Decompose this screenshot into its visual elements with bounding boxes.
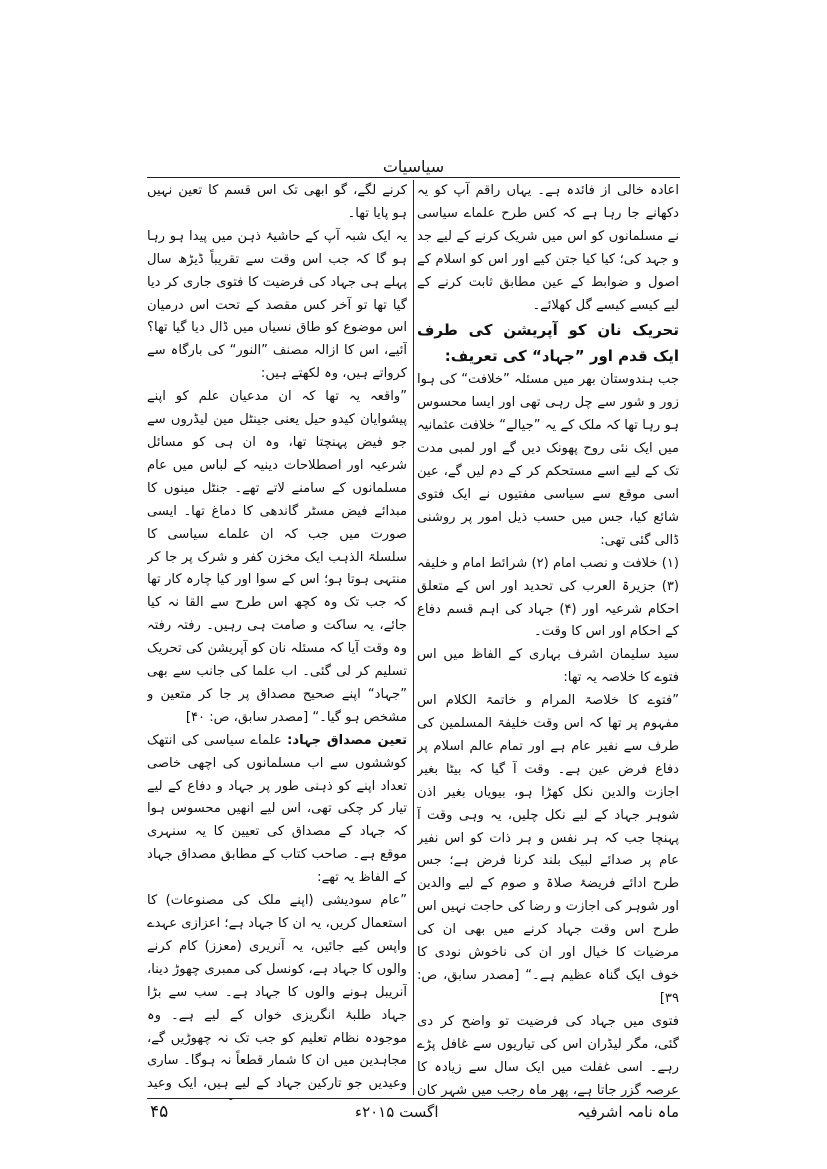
right-column — [417, 180, 679, 1100]
column-divider — [413, 180, 414, 1095]
paragraph: یہ ایک شبہ آپ کے حاشیۂ ذہن میں پیدا ہو رہا ہو گا کہ جب اس وقت سے تقریباً ڈیڑھ سال پہلے ہی جہاد کی فرضیت کا فتوی جاری کر دیا گیا تھا تو آخر کس مقصد کے تحت اس درمیان اس موضوع کو طاق نسیاں میں ڈال دیا گیا تھا؟ آئیے، اس کا ازالہ مصنف ”النور“ کی بارگاہ سے کرواتے ہیں، وہ لکھتے ہیں: — [147, 228, 407, 382]
paragraph: اعادہ خالی از فائدہ ہے۔ یہاں راقم آپ کو یہ دکھانے جا رہا ہے کہ کس طرح علماے سیاسی نے مسلمانوں کو اس میں شریک کرنے کے لیے جد و جہد کی؛ کیا کیا جتن کیے اور اس کو اسلام کے اصول و ضوابط کے عین مطابق ثابت کرنے کے لیے کیسے کیسے گل کھلائے۔ — [417, 183, 679, 313]
quote-paragraph: ”واقعہ یہ تھا کہ ان مدعیان علم کو اپنے پیشوایان کیدو حیل یعنی جینٹل مین لیڈروں سے جو فیض پہنچتا تھا، وہ ان ہی کو مسائل شرعیہ اور اصطلاحات دینیہ کے لباس میں عام مسلمانوں کے سامنے لاتے تھے۔ جنٹل مینوں کا مبدائے فیض مسٹر گاندھی کا دماغ تھا۔ ایسی صورت میں جب کہ ان علماے سیاسی کا سلسلۃ الذہب ایک مخزن کفر و شرک پر جا کر منتہی ہوتا ہو؛ اس کے سوا اور کیا چارہ کار تھا کہ جب تک وہ کچھ اس طرح سے القا نہ کیا جائے، یہ ساکت و صامت ہی رہیں۔ رفتہ رفتہ وہ وقت آیا کہ مسئلہ نان کو آپریشن کی تحریک تسلیم کر لی گئی۔ اب علما کی جانب سے بھی ”جہاد“ اپنے صحیح مصداق پر جا کر متعین و مشخص ہو گیا۔“ [مصدر سابق، ص: ۴۰] — [147, 389, 407, 725]
page-number: ۴۵ — [150, 1102, 169, 1122]
footer-issue-date: اگست ۲۰۱۵ء — [355, 1103, 439, 1121]
section-heading: تحریک نان کو آپریشن کی طرف ایک قدم اور ”جہاد“ کی تعریف: — [417, 321, 679, 366]
paragraph: (۱) خلافت و نصب امام (۲) شرائط امام و خلیفہ (۳) جزیرۃ العرب کی تحدید اور اس کے متعلق احکام شرعیہ اور (۴) جہاد کی اہم قسم دفاع کے احکام اور اس کا وقت۔ — [417, 555, 679, 640]
inline-heading: تعین مصداق جہاد: — [287, 732, 407, 748]
paragraph: جب ہندوستان بھر میں مسئلہ ”خلافت“ کی ہوا زور و شور سے چل رہی تھی اور ایسا محسوس ہو رہا تھا کہ ملک کے یہ ”جیالے“ خلافت عثمانیہ میں ایک نئی روح پھونک دیں گے اور لمبی مدت تک کے لیے اسے مستحکم کر کے دم لیں گے، عین اسی موقع سے سیاسی مفتیوں نے ایک فتوی شائع کیا، جس میں حسب ذیل امور پر روشنی ڈالی گئی تھی: — [417, 372, 679, 548]
running-title: سیاسیات — [382, 157, 445, 176]
header-rule — [147, 177, 680, 178]
paragraph: سید سلیمان اشرف بہاری کے الفاظ میں اس فتوے کا خلاصہ یہ تھا: — [417, 647, 679, 686]
paragraph-text: علماے سیاسی کی انتھک کوششوں سے اب مسلمانوں کی اچھی خاصی تعداد اپنے کو ذہنی طور پر جہاد و دفاع کے لیے تیار کر چکی تھی، اس لیے انھیں محسوس ہوا کہ جہاد کے مصداق کی تعیین کا یہ سنہری موقع ہے۔ صاحب کتاب کے مطابق مصداق جہاد کے الفاظ یہ تھے: — [147, 732, 407, 886]
quote-paragraph: ”عام سودیشی (اپنے ملک کی مصنوعات) کا استعمال کریں، یہ ان کا جہاد ہے؛ اعزازی عہدے واپس کیے جائیں، یہ آنریری (معزز) کام کرنے والوں کا جہاد ہے، کونسل کی ممبری چھوڑ دینا، آنریبل ہونے والوں کا جہاد ہے۔ سب سے بڑا جہاد طلبۂ انگریزی خواں کے لیے ہے۔ وہ موجودہ نظام تعلیم کو جب تک نہ چھوڑیں گے، مجاہدین میں ان کا شمار قطعاً نہ ہوگا۔ ساری وعیدیں جو تارکین جہاد کے لیے ہیں، ایک وعید — [147, 893, 407, 1092]
paragraph: فتوی میں جہاد کی فرضیت تو واضح کر دی گئی، مگر لیڈران اس کی تیاریوں سے غافل پڑے رہے۔ اسی غفلت میں ایک سال سے زیادہ کا عرصہ گزر جاتا ہے، پھر ماہ رجب میں شہر کان — [417, 1013, 679, 1098]
footer-rule — [147, 1098, 680, 1099]
footer-magazine-name: ماہ نامہ اشرفیہ — [577, 1103, 679, 1121]
paragraph: کرنے لگے، گو ابھی تک اس قسم کا تعین نہیں ہو پایا تھا۔ — [147, 183, 407, 221]
left-column — [147, 180, 407, 1100]
paragraph — [147, 730, 407, 890]
quote-paragraph: ”فتوے کا خلاصۃ المرام و خاتمۃ الکلام اس مفہوم پر تھا کہ اس وقت خلیفۃ المسلمین کی طرف سے نفیر عام ہے اور تمام عالم اسلام پر دفاع فرض عین ہے۔ وقت آ گیا کہ بیٹا بغیر اجازت والدین نکل کھڑا ہو، بیویاں بغیر اذن شوہر جہاد کے لیے نکل چلیں، یہ وہی وقت آ پہنچا جب کہ ہر نفس و ہر ذات کو اس نفیر عام پر صدائے لبیک بلند کرنا فرض ہے؛ جس طرح ادائے فریضۂ صلاۃ و صوم کے لیے والدین اور شوہر کی اجازت و رضا کی حاجت نہیں اس طرح اس وقت جہاد کرنے میں بھی ان کی مرضیات کا خیال اور ان کی ناخوش نودی کا خوف ایک گناہ عظیم ہے۔“ [مصدر سابق، ص: ۳۹] — [417, 693, 679, 1006]
